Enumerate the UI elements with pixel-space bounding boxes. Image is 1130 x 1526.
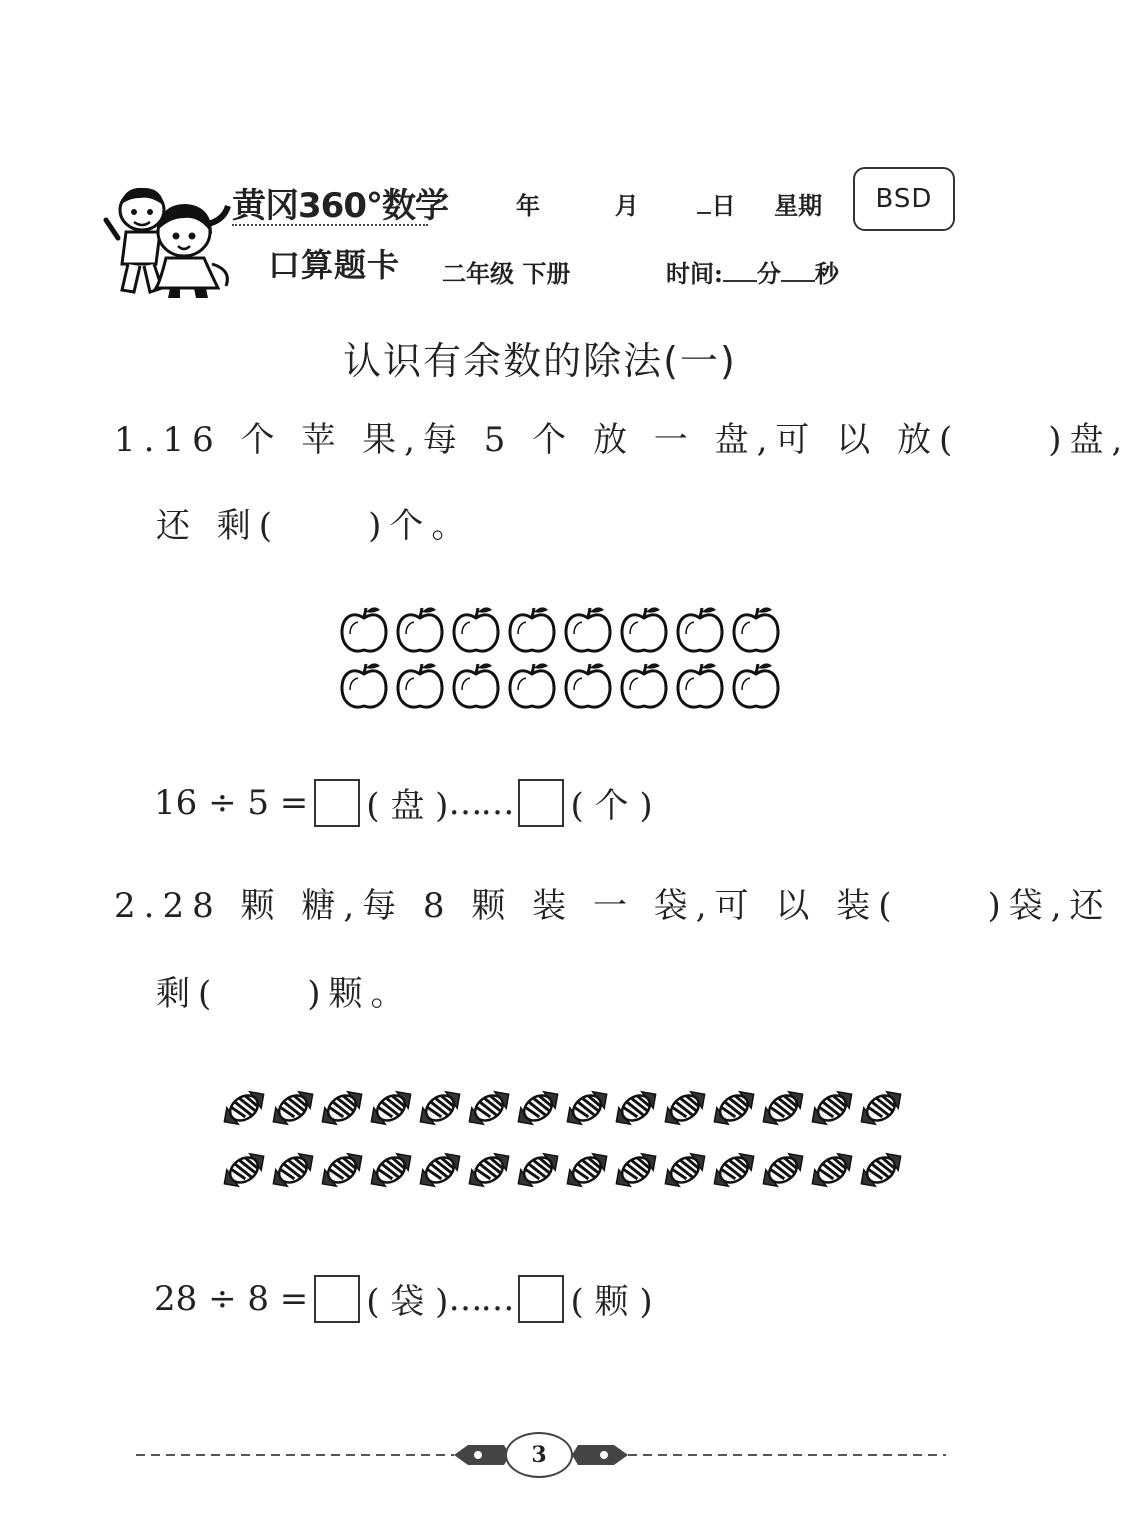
apple-icon (622, 607, 666, 651)
candy-illustration (214, 1074, 914, 1204)
apple-icon (510, 607, 554, 651)
time-line (666, 254, 839, 289)
date-weekday-label: 星期 (774, 191, 823, 220)
edition-badge: BSD (853, 167, 955, 231)
apple-icon (678, 663, 722, 707)
equation-2-unit-candies: ( 颗 ) (570, 1282, 653, 1322)
candy-icon (218, 1085, 270, 1131)
question-1-equation (154, 778, 653, 827)
candy-icon (855, 1085, 907, 1131)
page-title: 认识有余数的除法(一) (343, 339, 737, 383)
date-month-blank (647, 212, 689, 214)
apple-icon (566, 607, 610, 651)
question-1-text-a: 1.16 个 苹 果,每 5 个 放 一 盘,可 以 放( (114, 420, 961, 460)
time-seconds-label: 秒 (814, 259, 839, 288)
candy-icon (610, 1147, 662, 1193)
apple-icon (342, 607, 386, 651)
apple-icon (454, 607, 498, 651)
candy-icon (463, 1147, 515, 1193)
apple-icon (342, 663, 386, 707)
question-1-line-1 (114, 412, 1130, 461)
candy-icon (267, 1147, 319, 1193)
question-1-text-d: )个。 (368, 506, 474, 546)
date-day-label: 日 (711, 191, 736, 220)
candy-icon (806, 1085, 858, 1131)
candy-icon (218, 1147, 270, 1193)
candy-icon (757, 1085, 809, 1131)
candy-icon (806, 1147, 858, 1193)
apple-icon (510, 663, 554, 707)
candy-icon (414, 1147, 466, 1193)
candy-icon (463, 1085, 515, 1131)
candy-icon (365, 1147, 417, 1193)
question-2-line-1 (114, 878, 1112, 927)
apple-icon (734, 663, 778, 707)
candy-icon (561, 1147, 613, 1193)
candy-icon (708, 1085, 760, 1131)
candy-icon (365, 1085, 417, 1131)
candy-icon (267, 1085, 319, 1131)
equation-1-quotient-box[interactable] (314, 779, 360, 827)
candy-icon (512, 1085, 564, 1131)
question-2-text-c: 剩( (156, 974, 220, 1014)
equation-1-dots: …… (448, 782, 513, 823)
apple-illustration (336, 600, 784, 716)
mascot-kids-icon (100, 180, 240, 300)
question-2-text-d: )颗。 (307, 974, 413, 1014)
equation-1-unit-apples: ( 个 ) (570, 786, 653, 826)
page-number: 3 (505, 1432, 573, 1478)
apple-icon (566, 663, 610, 707)
candy-icon (855, 1147, 907, 1193)
candy-icon (659, 1147, 711, 1193)
time-minutes-blank (723, 280, 757, 282)
question-1-text-c: 还 剩( (156, 506, 281, 546)
apple-icon (678, 607, 722, 651)
equation-2-quotient-box[interactable] (314, 1275, 360, 1323)
candy-icon (561, 1085, 613, 1131)
equation-1-remainder-box[interactable] (518, 779, 564, 827)
date-year-label: 年 (516, 191, 540, 220)
question-2-text-a: 2.28 颗 糖,每 8 颗 装 一 袋,可 以 装( (114, 886, 900, 926)
brand-divider (232, 224, 428, 226)
grade-label: 二年级 下册 (442, 259, 571, 288)
equation-2-unit-bags: ( 袋 ) (366, 1282, 449, 1322)
candy-icon (610, 1085, 662, 1131)
date-line (516, 186, 822, 221)
apple-icon (734, 607, 778, 651)
equation-2-dots: …… (448, 1278, 513, 1319)
candy-icon (316, 1147, 368, 1193)
equation-1-unit-plates: ( 盘 ) (366, 786, 449, 826)
apple-icon (398, 607, 442, 651)
apple-icon (454, 663, 498, 707)
time-label: 时间: (666, 259, 723, 288)
date-year-blank (548, 212, 606, 214)
equation-2-remainder-box[interactable] (518, 1275, 564, 1323)
question-1-text-b: )盘, (1048, 420, 1130, 460)
candy-icon (512, 1147, 564, 1193)
time-seconds-blank (781, 280, 815, 282)
brand-subtitle: 口算题卡 (268, 246, 401, 284)
question-2-text-b: )袋,还 (987, 886, 1112, 926)
candy-icon (708, 1147, 760, 1193)
apple-icon (622, 663, 666, 707)
date-month-label: 月 (614, 191, 639, 220)
candy-icon (659, 1085, 711, 1131)
candy-icon (757, 1147, 809, 1193)
question-2-line-2 (156, 966, 413, 1015)
equation-2-expression: 28 ÷ 8 = (154, 1278, 309, 1319)
candy-icon (316, 1085, 368, 1131)
question-1-line-2 (156, 498, 473, 547)
question-2-equation (154, 1274, 653, 1323)
date-day-blank (697, 212, 711, 214)
time-minutes-label: 分 (756, 259, 781, 288)
equation-1-expression: 16 ÷ 5 = (154, 782, 309, 823)
brand-title: 黄冈360°数学 (232, 186, 448, 226)
candy-icon (414, 1085, 466, 1131)
apple-icon (398, 663, 442, 707)
